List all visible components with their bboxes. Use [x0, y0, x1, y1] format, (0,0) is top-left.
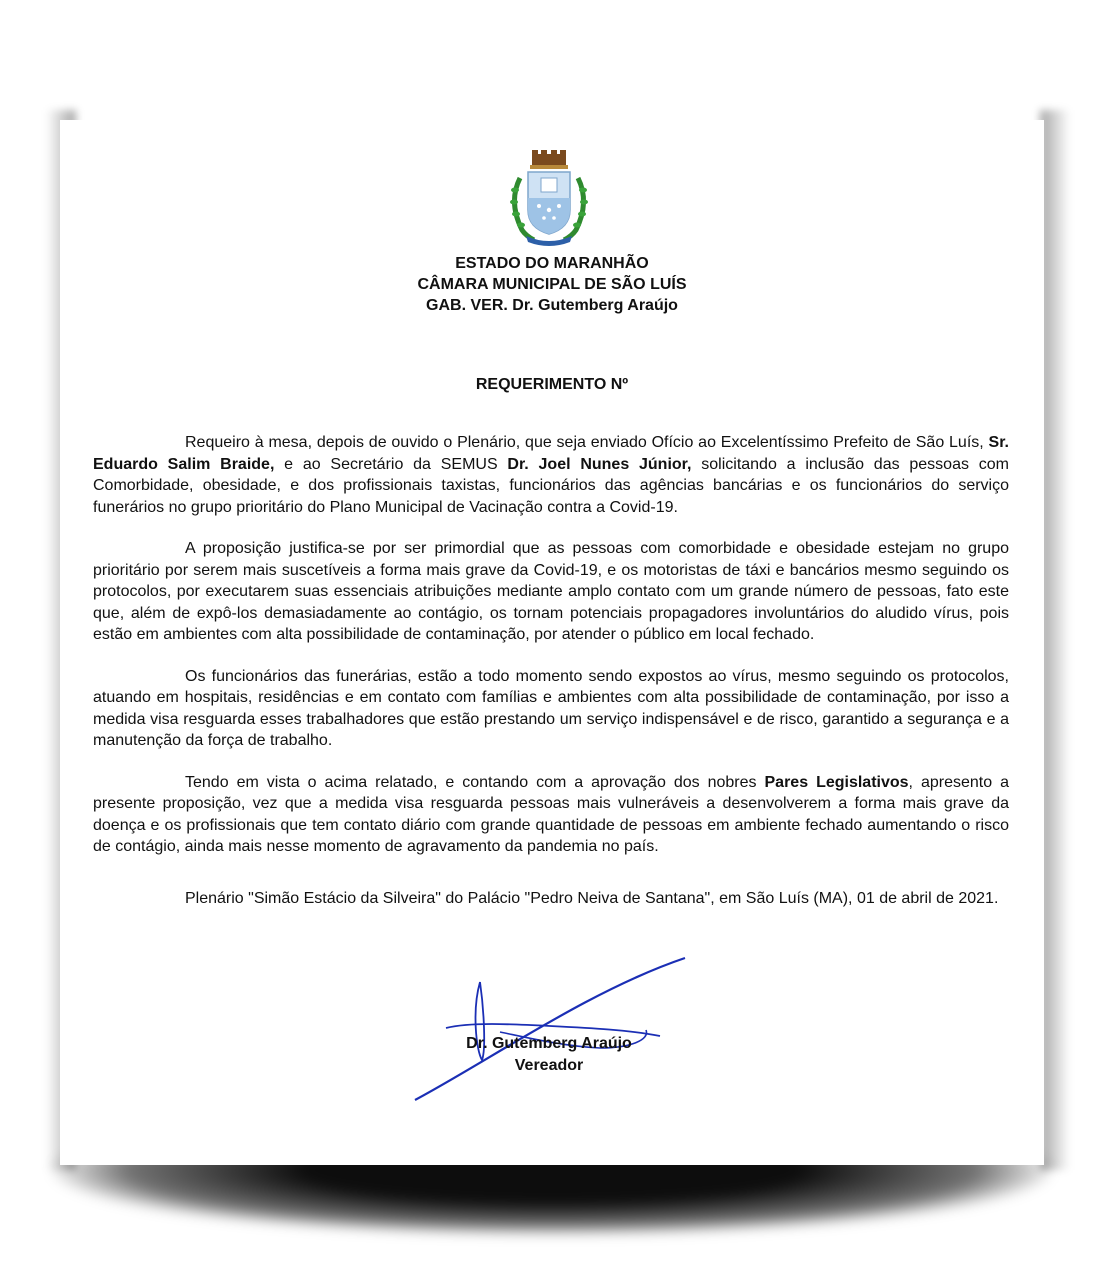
- page-shadow-right: [1040, 110, 1070, 1170]
- document-body: [93, 432, 1009, 929]
- paragraph-funeral-workers: Os funcionários das funerárias, estão a todo momento sendo expostos ao vírus, mesmo seguindo os protocolos, atuando em hospitais, residências e em contato com famílias e ambientes com alta possibilidade de contaminação, por isso a medida visa resguarda esses trabalhadores que estão prestando um serviço indispensável e de risco, garantido a segurança e a manutenção da força de trabalho.: [93, 667, 1009, 749]
- paragraph-conclusion: Tendo em vista o acima relatado, e contando com a aprovação dos nobres Pares Legislativos, apresento a presente proposição, vez que a medida visa resguarda pessoas mais vulneráveis a desenvolverem a forma mais grave da doença e os profissionais que tem contato diário com grande quantidade de pessoas em ambiente fechado aumentando o risco de contágio, ainda mais nesse momento de agravamento da pandemia no país.: [93, 773, 1009, 855]
- signatory-name: Dr. Gutemberg Araújo: [466, 1035, 632, 1052]
- coat-of-arms-icon: [504, 150, 594, 248]
- header-office: GAB. VER. Dr. Gutemberg Araújo: [426, 297, 678, 314]
- document-header: [60, 253, 1044, 316]
- paragraph-place-date: Plenário "Simão Estácio da Silveira" do Palácio "Pedro Neiva de Santana", em São Luís (MA), 01 de abril de 2021.: [185, 889, 999, 907]
- paragraph-justification: A proposição justifica-se por ser primordial que as pessoas com comorbidade e obesidade estejam no grupo prioritário por serem mais suscetíveis a forma mais grave da Covid-19, e os motoristas de táxi e bancários mesmo seguindo os protocolos, por executarem suas essenciais atribuições mediante amplo contato com um grande número de pessoas, fato este que, além de expô-los demasiadamente ao contágio, os tornam potenciais propagadores involuntários do aludido vírus, pois estão em ambientes com alta possibilidade de contaminação, por atender o público em local fechado.: [93, 540, 1009, 643]
- header-chamber: CÂMARA MUNICIPAL DE SÃO LUÍS: [417, 276, 687, 293]
- paragraph-request: Requeiro à mesa, depois de ouvido o Plenário, que seja enviado Ofício ao Excelentíssimo Prefeito de São Luís, Sr. Eduardo Salim Braide, e ao Secretário da SEMUS Dr. Joel Nunes Júnior, solicitando a inclusão das pessoas com Comorbidade, obesidade, e dos profissionais taxistas, funcionários das agências bancárias e os funcionários do serviço funerários no grupo prioritário do Plano Municipal de Vacinação contra a Covid-19.: [93, 434, 1009, 516]
- handwritten-signature: [410, 950, 750, 1110]
- document-page: [60, 120, 1044, 1165]
- signature-block: [60, 1033, 1044, 1077]
- header-state: ESTADO DO MARANHÃO: [455, 255, 649, 272]
- document-title: REQUERIMENTO Nº: [475, 376, 629, 393]
- signatory-role: Vereador: [514, 1057, 584, 1074]
